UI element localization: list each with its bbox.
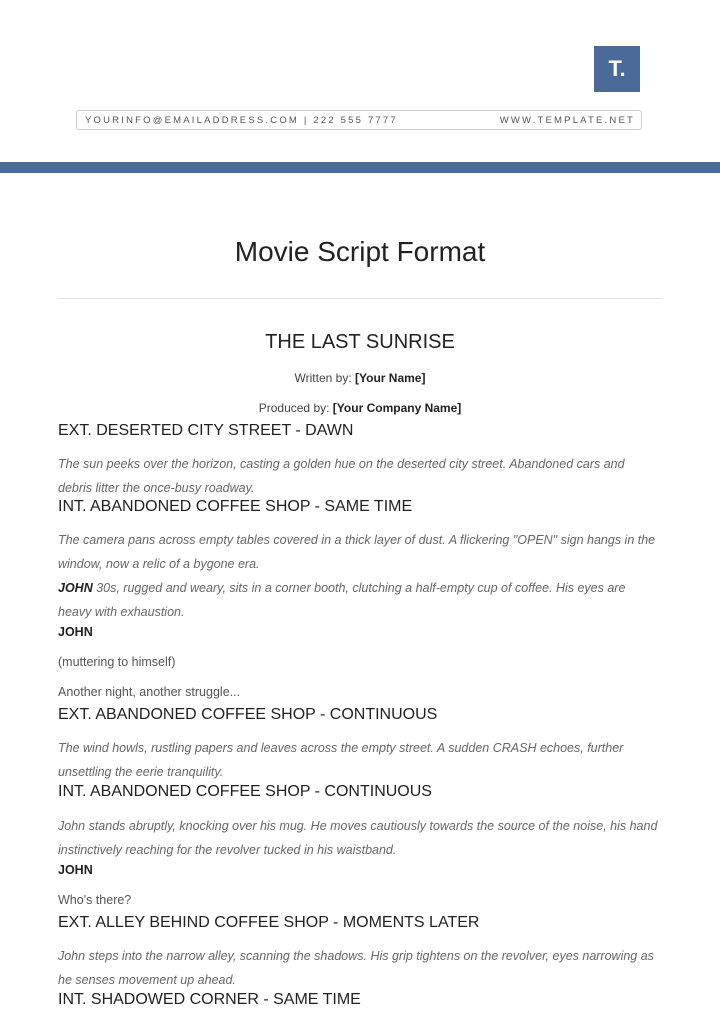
dialogue: Who's there? [58, 893, 132, 907]
scene-heading: INT. ABANDONED COFFEE SHOP - SAME TIME [58, 498, 413, 515]
scene-action: The sun peeks over the horizon, casting a golden hue on the deserted city street. Abandoned cars and debris litter the once-busy roadway. [58, 457, 625, 495]
scene-action: The wind howls, rustling papers and leaves across the empty street. A sudden CRASH echoes, further unsettling the eerie tranquility. [58, 741, 624, 779]
scene-action [58, 576, 658, 624]
produced-by [0, 401, 720, 415]
page-title: Movie Script Format [234, 236, 486, 267]
written-by-label: Written by: [294, 371, 352, 385]
written-by [0, 371, 720, 385]
scene-action: John stands abruptly, knocking over his mug. He moves cautiously towards the source of the noise, his hand instinctively reaching for the revolver tucked in his waistband. [58, 819, 658, 857]
scene-heading: INT. SHADOWED CORNER - SAME TIME [58, 991, 361, 1008]
produced-by-label: Produced by: [258, 401, 330, 415]
action-text: 30s, rugged and weary, sits in a corner booth, clutching a half-empty cup of coffee. His eyes are heavy with exhaustion. [58, 581, 626, 619]
character-name: JOHN [58, 625, 93, 639]
contact-box [76, 110, 642, 130]
character-name: JOHN [58, 863, 93, 877]
scene-action: John steps into the narrow alley, scanning the shadows. His grip tightens on the revolver, eyes narrowing as he senses movement up ahead. [58, 949, 654, 987]
header-accent-bar [0, 162, 720, 173]
scene-heading: EXT. ALLEY BEHIND COFFEE SHOP - MOMENTS LATER [58, 914, 480, 931]
title-divider [58, 298, 662, 299]
scene-heading: EXT. DESERTED CITY STREET - DAWN [58, 422, 354, 439]
script-title: THE LAST SUNRISE [265, 331, 455, 353]
character-intro: JOHN [58, 581, 93, 595]
scene-heading: INT. ABANDONED COFFEE SHOP - CONTINUOUS [58, 783, 432, 800]
written-by-value: [Your Name] [355, 371, 426, 385]
scene-action: The camera pans across empty tables covered in a thick layer of dust. A flickering "OPEN" sign hangs in the window, now a relic of a bygone era. [58, 533, 656, 571]
contact-website: WWW.TEMPLATE.NET [499, 114, 635, 126]
dialogue: Another night, another struggle... [58, 685, 241, 699]
contact-email-phone: YOURINFO@EMAILADDRESS.COM | 222 555 7777 [85, 114, 398, 126]
scene-heading: EXT. ABANDONED COFFEE SHOP - CONTINUOUS [58, 706, 438, 723]
produced-by-value: [Your Company Name] [332, 401, 462, 415]
parenthetical: (muttering to himself) [58, 655, 176, 669]
template-logo: T. [594, 46, 640, 92]
